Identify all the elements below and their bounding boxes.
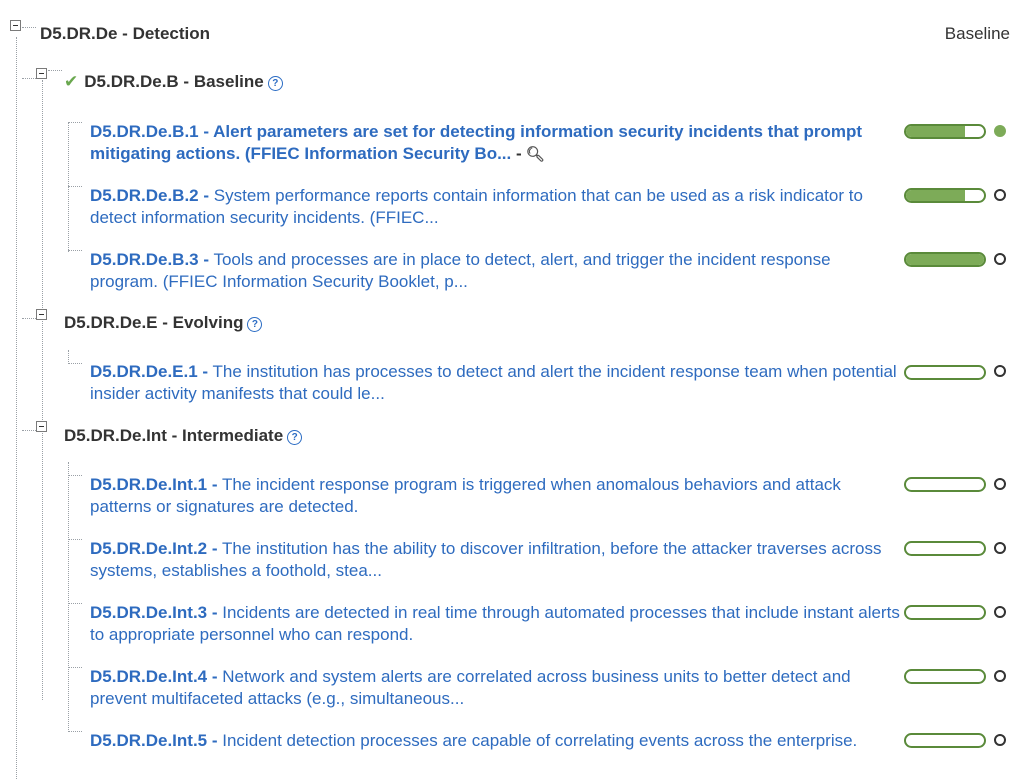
statement-int5-link[interactable] <box>90 731 857 750</box>
statement-int1 <box>90 474 902 518</box>
statement-int1-link[interactable] <box>90 475 841 516</box>
statement-text: Incidents are detected in real time through automated processes that include instant alerts to appropriate personnel who can respond. <box>90 603 900 644</box>
status-dot[interactable] <box>994 606 1006 618</box>
group-intermediate-title: D5.DR.De.Int - Intermediate <box>64 426 284 445</box>
group-evolving-title: D5.DR.De.E - Evolving <box>64 313 244 332</box>
statement-b1 <box>90 121 902 166</box>
statement-text: The incident response program is triggered when anomalous behaviors and attack patterns or signatures are detected. <box>90 475 841 516</box>
statement-text: Incident detection processes are capable of correlating events across the enterprise. <box>217 731 858 750</box>
statement-int5 <box>90 730 902 752</box>
statement-text: Alert parameters are set for detecting information security incidents that prompt mitigating actions. (FFIEC Information Security Bo... <box>90 122 863 163</box>
magnifier-icon[interactable]: 🔍︎ <box>525 146 545 163</box>
statement-int3 <box>90 602 902 646</box>
statement-code: D5.DR.De.B.3 - <box>90 250 210 269</box>
collapse-intermediate-toggle[interactable] <box>36 421 47 432</box>
statement-suffix: - <box>511 144 522 163</box>
group-baseline-title: D5.DR.De.B - Baseline <box>84 72 264 91</box>
statement-code: D5.DR.De.B.2 - <box>90 186 210 205</box>
statement-text: The institution has processes to detect and alert the incident response team when potential insider activity manifests that could le... <box>90 362 897 403</box>
status-dot[interactable] <box>994 734 1006 746</box>
statement-text: Tools and processes are in place to detect, alert, and trigger the incident response program. (FFIEC Information Security Booklet, p... <box>90 250 831 291</box>
statement-text: System performance reports contain information that can be used as a risk indicator to detect information security incidents. (FFIEC... <box>90 186 863 227</box>
statement-text: The institution has the ability to discover infiltration, before the attacker traverses across systems, establishes a foothold, stea... <box>90 539 882 580</box>
statement-e1-link[interactable] <box>90 362 897 403</box>
progress-bar[interactable] <box>904 124 986 139</box>
status-dot[interactable] <box>994 189 1006 201</box>
progress-bar[interactable] <box>904 669 986 684</box>
progress-bar[interactable] <box>904 477 986 492</box>
progress-fill <box>906 190 965 201</box>
statement-text: Network and system alerts are correlated across business units to better detect and prevent multifaceted attacks (e.g., simultaneous... <box>90 667 851 708</box>
check-icon: ✔ <box>64 72 79 91</box>
statement-code: D5.DR.De.Int.3 - <box>90 603 218 622</box>
progress-bar[interactable] <box>904 605 986 620</box>
status-dot[interactable] <box>994 125 1006 137</box>
statement-code: D5.DR.De.Int.2 - <box>90 539 218 558</box>
status-dot[interactable] <box>994 253 1006 265</box>
progress-bar[interactable] <box>904 541 986 556</box>
group-evolving <box>64 313 262 333</box>
collapse-evolving-toggle[interactable] <box>36 309 47 320</box>
status-dot[interactable] <box>994 670 1006 682</box>
collapse-baseline-toggle[interactable] <box>36 68 47 79</box>
progress-bar[interactable] <box>904 365 986 380</box>
root-title: D5.DR.De - Detection <box>40 24 211 43</box>
statement-code: D5.DR.De.Int.4 - <box>90 667 218 686</box>
statement-b2 <box>90 185 902 229</box>
statement-code: D5.DR.De.Int.5 - <box>90 731 218 750</box>
statement-b2-link[interactable] <box>90 186 863 227</box>
statement-int4 <box>90 666 902 710</box>
group-intermediate <box>64 426 302 446</box>
progress-fill <box>906 126 965 137</box>
status-dot[interactable] <box>994 478 1006 490</box>
progress-bar[interactable] <box>904 188 986 203</box>
progress-fill <box>906 254 984 265</box>
statement-int2 <box>90 538 902 582</box>
help-circle-icon[interactable]: ? <box>268 76 283 91</box>
statement-b1-link[interactable] <box>90 122 862 163</box>
group-baseline <box>64 72 283 92</box>
statement-b3-link[interactable] <box>90 250 831 291</box>
statement-code: D5.DR.De.Int.1 - <box>90 475 218 494</box>
help-circle-icon[interactable]: ? <box>287 430 302 445</box>
statement-code: D5.DR.De.E.1 - <box>90 362 209 381</box>
collapse-root-toggle[interactable] <box>10 20 21 31</box>
statement-code: D5.DR.De.B.1 - <box>90 122 210 141</box>
maturity-level-label: Baseline <box>944 24 1010 43</box>
statement-e1 <box>90 361 902 405</box>
progress-bar[interactable] <box>904 733 986 748</box>
statement-int2-link[interactable] <box>90 539 882 580</box>
progress-bar[interactable] <box>904 252 986 267</box>
statement-int3-link[interactable] <box>90 603 900 644</box>
statement-b3 <box>90 249 902 293</box>
help-circle-icon[interactable]: ? <box>247 317 262 332</box>
status-dot[interactable] <box>994 542 1006 554</box>
status-dot[interactable] <box>994 365 1006 377</box>
statement-int4-link[interactable] <box>90 667 851 708</box>
